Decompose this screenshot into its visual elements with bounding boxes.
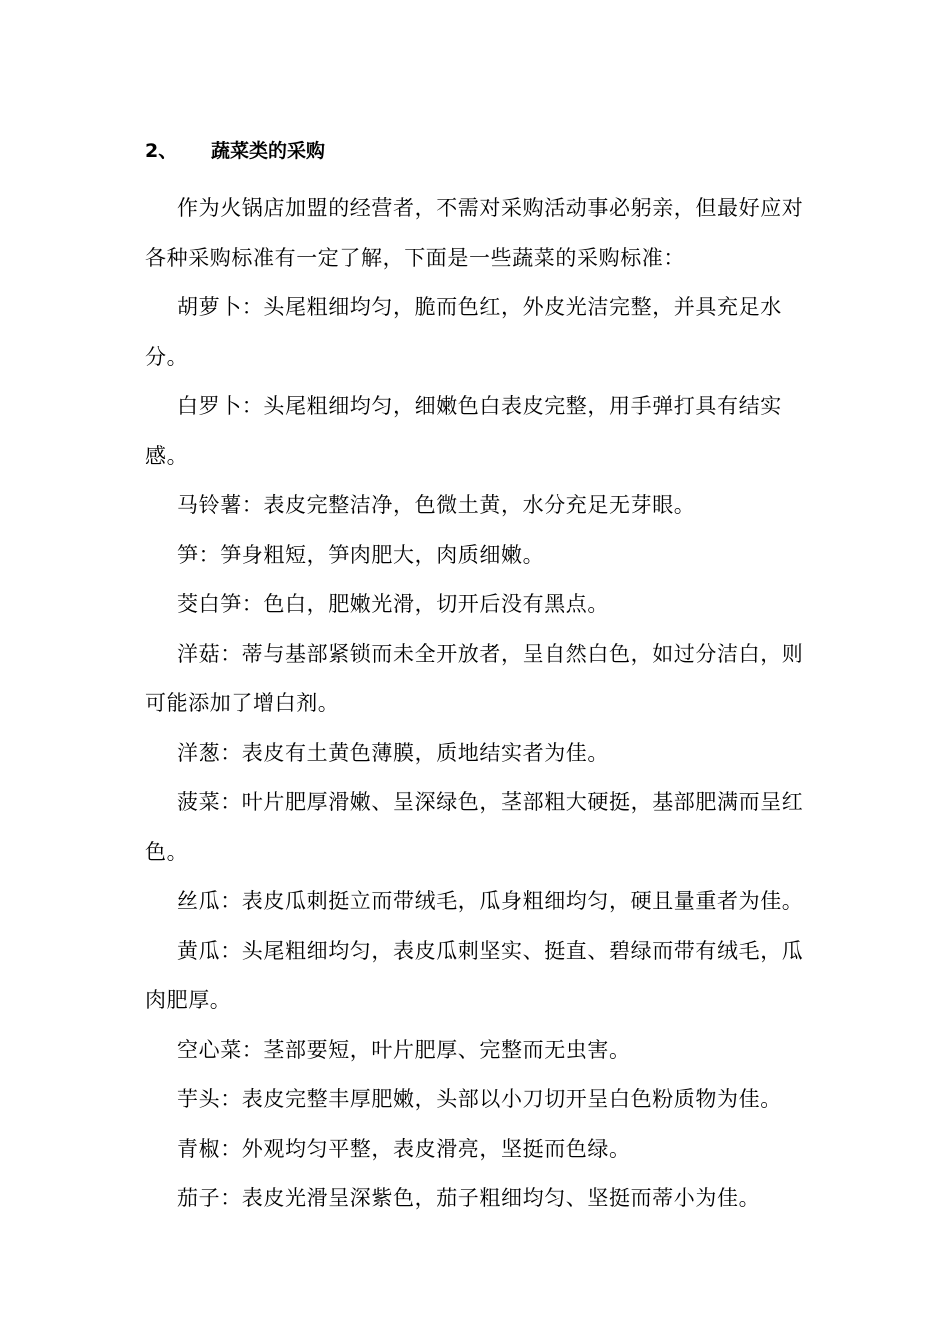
paragraph-eggplant: 茄子：表皮光滑呈深紫色，茄子粗细均匀、坚挺而蒂小为佳。 [177,1186,761,1210]
paragraph-loofah: 丝瓜：表皮瓜刺挺立而带绒毛，瓜身粗细均匀，硬且量重者为佳。 [177,889,804,913]
paragraph-potato: 马铃薯：表皮完整洁净，色微土黄，水分充足无芽眼。 [177,493,696,517]
section-heading [145,136,817,166]
paragraph-water-spinach: 空心菜：茎部要短，叶片肥厚、完整而无虫害。 [177,1037,631,1062]
paragraph-intro: 作为火锅店加盟的经营者，不需对采购活动事必躬亲，但最好应对各种采购标准有一定了解，下面是一些蔬菜的采购标准： [145,196,804,270]
section-title: 蔬菜类的采购 [211,140,326,162]
paragraph-cucumber: 黄瓜：头尾粗细均匀，表皮瓜刺坚实、挺直、碧绿而带有绒毛，瓜肉肥厚。 [145,938,804,1012]
paragraph-onion: 洋葱：表皮有土黄色薄膜，质地结实者为佳。 [177,740,609,765]
paragraph-green-pepper: 青椒：外观均匀平整，表皮滑亮，坚挺而色绿。 [177,1136,631,1161]
paragraph-taro: 芋头：表皮完整丰厚肥嫩，头部以小刀切开呈白色粉质物为佳。 [177,1087,782,1111]
section-number: 2、 [145,140,178,162]
paragraph-mushroom: 洋菇：蒂与基部紧锁而未全开放者，呈自然白色，如过分洁白，则可能添加了增白剂。 [145,641,804,715]
paragraph-carrot: 胡萝卜：头尾粗细均匀，脆而色红，外皮光洁完整，并具充足水分。 [145,295,782,369]
document-body [145,136,817,1224]
paragraph-spinach: 菠菜：叶片肥厚滑嫩、呈深绿色，茎部粗大硬挺，基部肥满而呈红色。 [145,790,804,864]
paragraph-bamboo-shoot: 笋：笋身粗短，笋肉肥大，肉质细嫩。 [177,542,545,567]
paragraph-water-bamboo: 茭白笋：色白，肥嫩光滑，切开后没有黑点。 [177,592,609,616]
paragraph-white-radish: 白罗卜：头尾粗细均匀，细嫩色白表皮完整，用手弹打具有结实感。 [145,394,782,468]
